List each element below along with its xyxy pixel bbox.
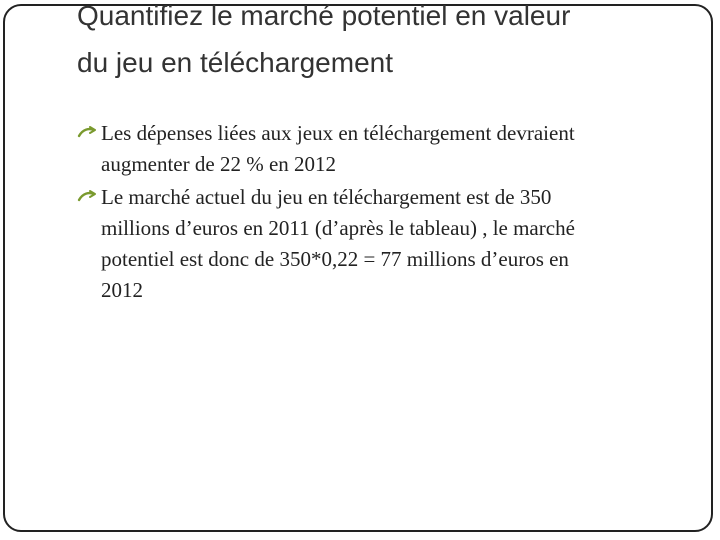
swoosh-arrow-icon [77, 125, 97, 141]
bullet-item-market-value [77, 182, 677, 306]
slide-title [77, 0, 697, 86]
bullet-line: 2012 [101, 278, 143, 302]
bullet-line: augmenter de 22 % en 2012 [101, 152, 337, 176]
swoosh-arrow-icon [77, 189, 97, 205]
title-line-1: Quantifiez le marché potentiel en valeur [77, 0, 571, 31]
bullet-line: Les dépenses liées aux jeux en téléchargement devraient [101, 121, 575, 145]
bullet-line: millions d’euros en 2011 (d’après le tableau) , le marché [101, 216, 575, 240]
bullet-list [77, 118, 677, 308]
bullet-line: potentiel est donc de 350*0,22 = 77 millions d’euros en [101, 247, 569, 271]
title-line-2: du jeu en téléchargement [77, 47, 393, 78]
bullet-line: Le marché actuel du jeu en téléchargement est de 350 [101, 185, 552, 209]
bullet-item-spending-growth [77, 118, 677, 180]
